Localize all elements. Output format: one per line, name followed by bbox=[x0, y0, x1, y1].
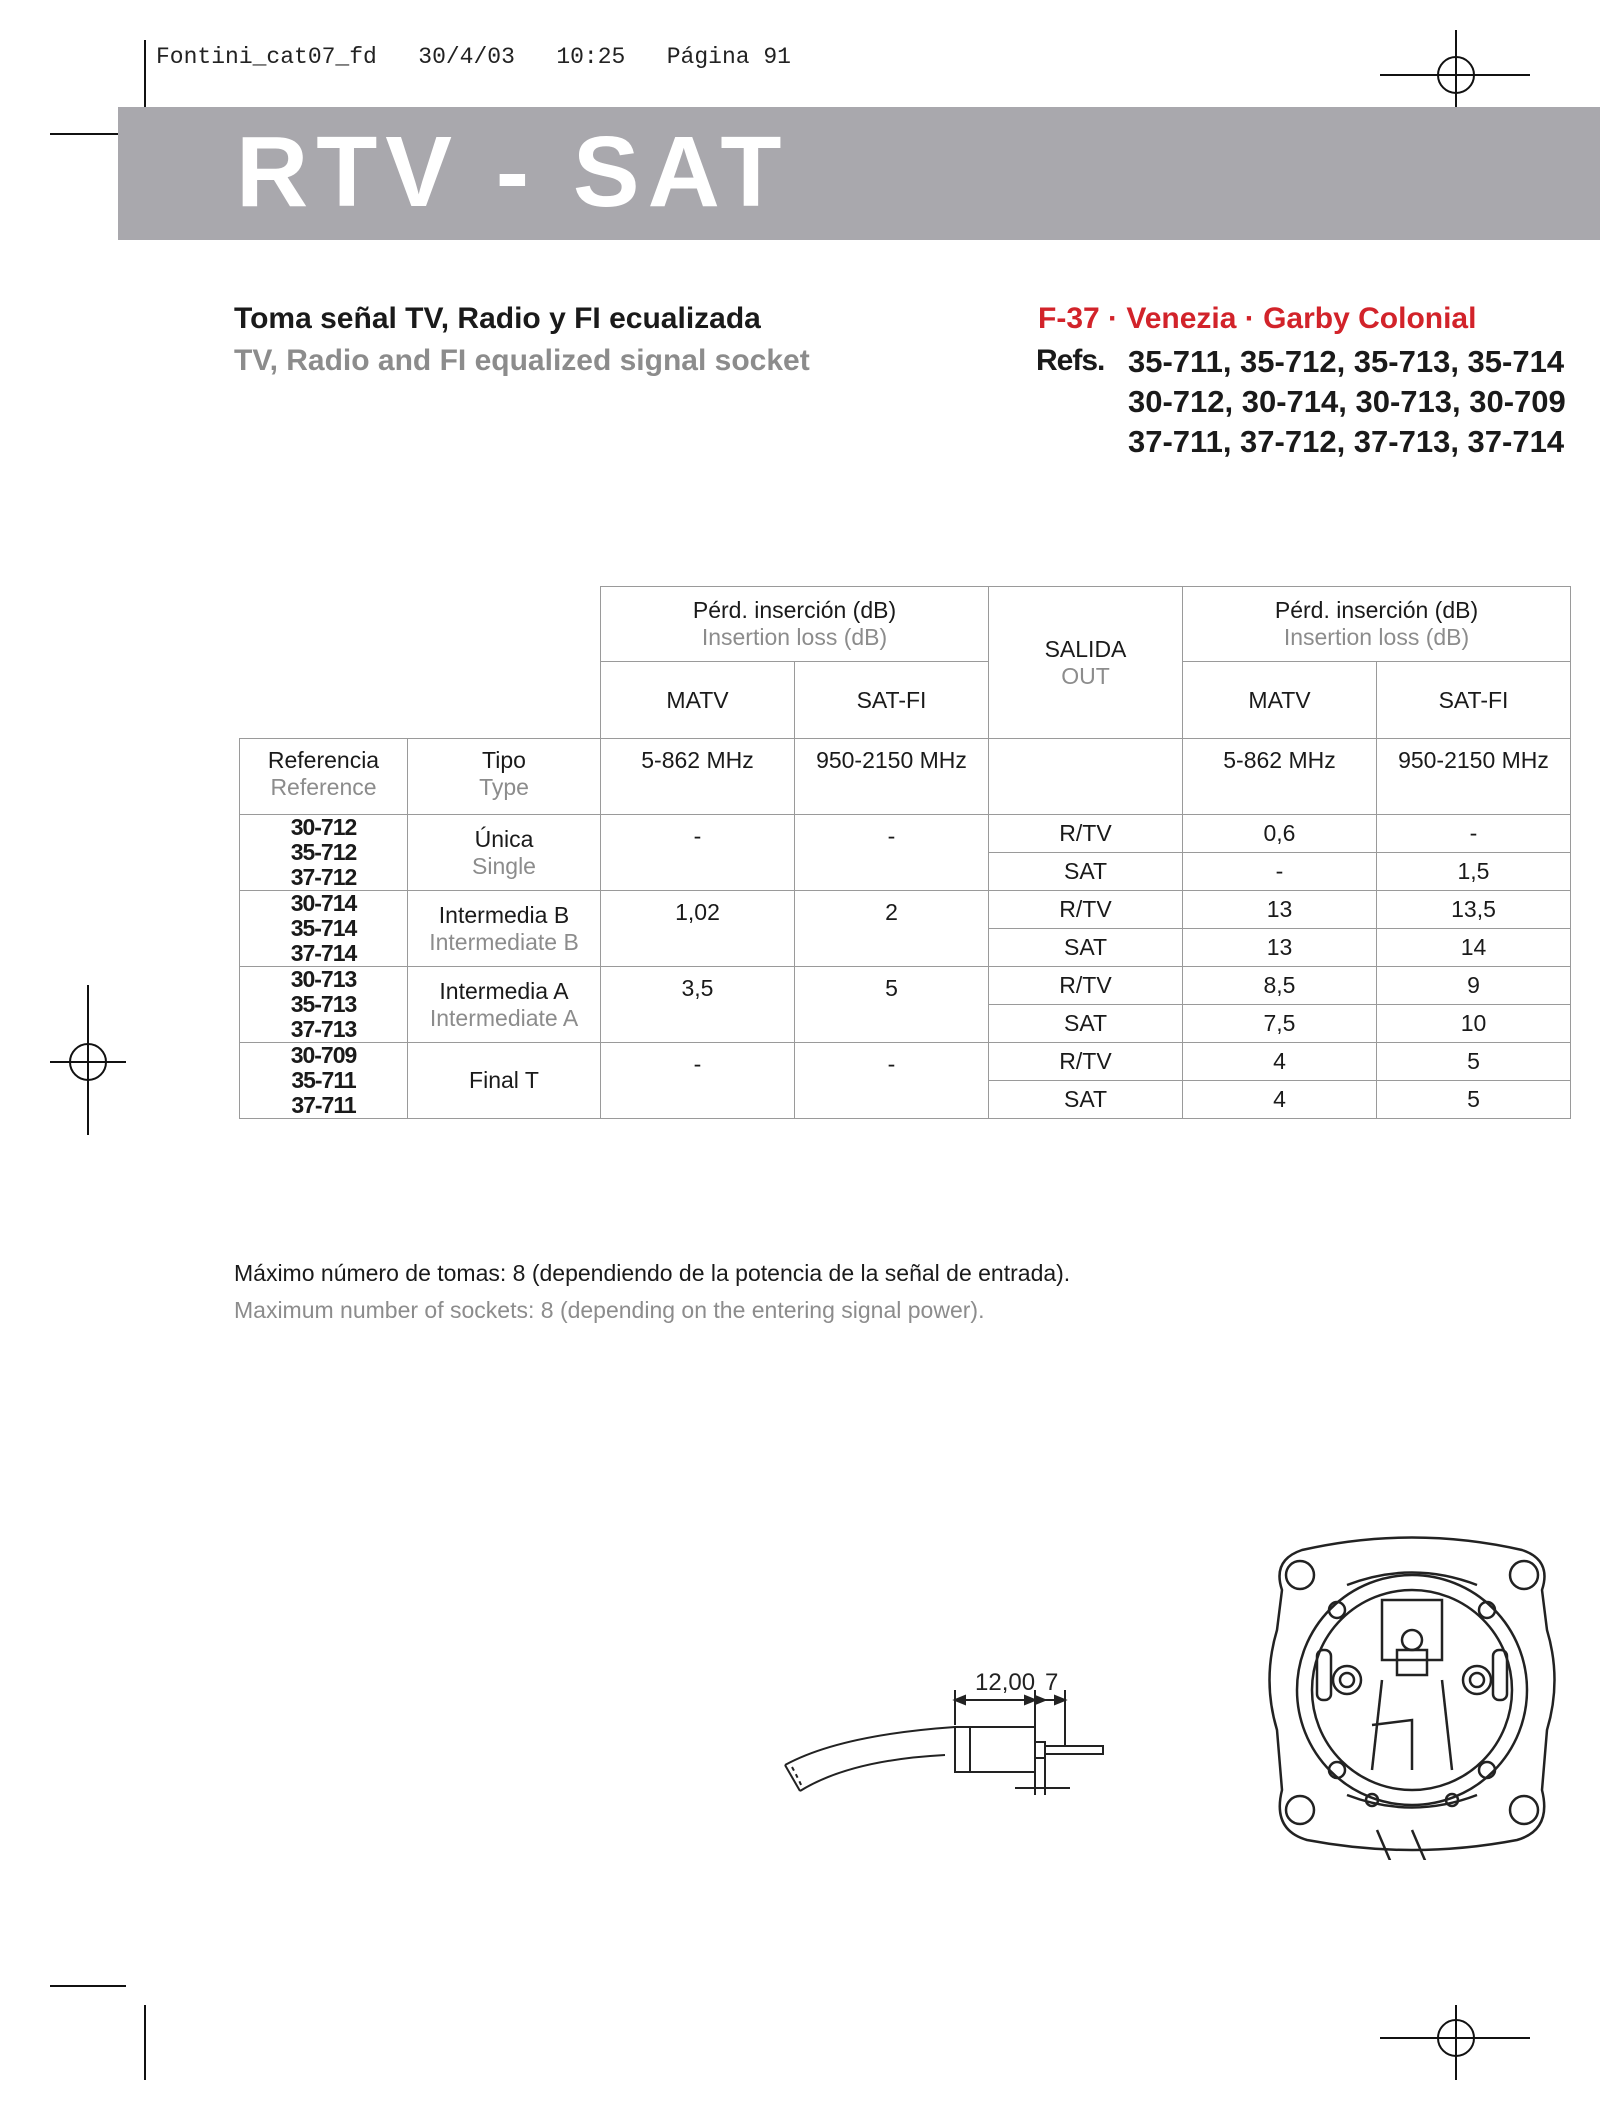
header-insertion-loss-output bbox=[1183, 587, 1571, 662]
type-es: Intermedia B bbox=[438, 901, 570, 928]
ref-cell bbox=[240, 891, 408, 967]
header-col-matv: MATV bbox=[601, 662, 795, 739]
socket-mechanism-drawing bbox=[1262, 1530, 1562, 1860]
output-satfi: 5 bbox=[1377, 1081, 1571, 1119]
slug-time: 10:25 bbox=[556, 44, 626, 70]
type-es: Final T bbox=[469, 1067, 539, 1093]
header-type bbox=[408, 739, 601, 815]
header-freq-sat: 950-2150 MHz bbox=[795, 739, 989, 815]
data-table bbox=[239, 738, 1571, 1119]
header-loss-es: Pérd. inserción (dB) bbox=[692, 597, 897, 623]
refs-label: Refs. bbox=[1036, 344, 1105, 377]
type-cell bbox=[408, 815, 601, 891]
output-label: SAT bbox=[989, 1081, 1183, 1119]
slug-date: 30/4/03 bbox=[418, 44, 515, 70]
header-loss-es: Pérd. inserción (dB) bbox=[1274, 597, 1479, 623]
ref-cell bbox=[240, 815, 408, 891]
slug-file: Fontini_cat07_fd bbox=[156, 44, 377, 70]
type-cell bbox=[408, 1043, 601, 1119]
header-type-es: Tipo bbox=[482, 747, 526, 773]
output-label: R/TV bbox=[989, 1043, 1183, 1081]
ref-code: 30-713 bbox=[290, 966, 357, 992]
output-matv: - bbox=[1183, 853, 1377, 891]
ref-code: 37-714 bbox=[290, 940, 357, 966]
output-label: R/TV bbox=[989, 815, 1183, 853]
header-freq-matv: 5-862 MHz bbox=[601, 739, 795, 815]
refs-line: 30-712, 30-714, 30-713, 30-709 bbox=[1128, 384, 1566, 419]
ref-code: 35-711 bbox=[291, 1067, 356, 1093]
refs-line: 37-711, 37-712, 37-713, 37-714 bbox=[1128, 424, 1565, 459]
header-reference bbox=[240, 739, 408, 815]
header-col-matv: MATV bbox=[1183, 662, 1377, 739]
type-es: Única bbox=[474, 825, 534, 852]
cable-stripping-drawing bbox=[780, 1650, 1140, 1800]
output-matv: 7,5 bbox=[1183, 1005, 1377, 1043]
section-banner bbox=[118, 107, 1600, 240]
loss-satfi: - bbox=[795, 1043, 989, 1119]
output-satfi: 9 bbox=[1377, 967, 1571, 1005]
header-ref-en: Reference bbox=[270, 774, 377, 800]
dimension-conductor-length: 7 bbox=[1045, 1669, 1059, 1696]
loss-matv: 3,5 bbox=[601, 967, 795, 1043]
loss-satfi: 5 bbox=[795, 967, 989, 1043]
output-matv: 13 bbox=[1183, 929, 1377, 967]
output-satfi: 13,5 bbox=[1377, 891, 1571, 929]
note-es: Máximo número de tomas: 8 (dependiendo de la potencia de la señal de entrada). bbox=[234, 1260, 1071, 1286]
output-matv: 4 bbox=[1183, 1043, 1377, 1081]
type-en: Intermediate B bbox=[429, 928, 579, 955]
type-cell bbox=[408, 891, 601, 967]
table-header bbox=[600, 586, 1571, 739]
refs-line: 35-711, 35-712, 35-713, 35-714 bbox=[1128, 344, 1565, 379]
ref-cell bbox=[240, 1043, 408, 1119]
header-freq-matv: 5-862 MHz bbox=[1183, 739, 1377, 815]
ref-code: 37-713 bbox=[290, 1016, 357, 1042]
loss-matv: 1,02 bbox=[601, 891, 795, 967]
ref-code: 35-714 bbox=[290, 915, 357, 941]
banner-title: RTV - SAT bbox=[236, 116, 790, 228]
table-row bbox=[240, 815, 1571, 853]
type-es: Intermedia A bbox=[439, 977, 569, 1004]
loss-matv: - bbox=[601, 1043, 795, 1119]
table-row bbox=[240, 891, 1571, 929]
output-label: R/TV bbox=[989, 891, 1183, 929]
header-loss-en: Insertion loss (dB) bbox=[1283, 624, 1470, 650]
output-label: R/TV bbox=[989, 967, 1183, 1005]
header-output-en: OUT bbox=[1061, 662, 1110, 689]
note-en: Maximum number of sockets: 8 (depending on the entering signal power). bbox=[234, 1297, 985, 1323]
header-ref-es: Referencia bbox=[267, 747, 380, 773]
output-label: SAT bbox=[989, 853, 1183, 891]
type-en: Single bbox=[472, 852, 536, 879]
product-series: F-37 · Venezia · Garby Colonial bbox=[1038, 302, 1477, 335]
output-satfi: 10 bbox=[1377, 1005, 1571, 1043]
output-label: SAT bbox=[989, 1005, 1183, 1043]
slug-page: Página 91 bbox=[666, 44, 791, 70]
output-satfi: 14 bbox=[1377, 929, 1571, 967]
output-label: SAT bbox=[989, 929, 1183, 967]
header-insertion-loss-input bbox=[601, 587, 989, 662]
output-satfi: 1,5 bbox=[1377, 853, 1571, 891]
ref-code: 35-713 bbox=[290, 991, 357, 1017]
ref-code: 35-712 bbox=[290, 839, 357, 865]
loss-matv: - bbox=[601, 815, 795, 891]
loss-satfi: 2 bbox=[795, 891, 989, 967]
header-col-satfi: SAT-FI bbox=[1377, 662, 1571, 739]
print-slug bbox=[156, 44, 791, 70]
ref-code: 30-712 bbox=[290, 814, 357, 840]
type-en: Intermediate A bbox=[429, 1004, 579, 1031]
header-output-es: SALIDA bbox=[1044, 635, 1127, 662]
header-type-en: Type bbox=[479, 774, 529, 800]
output-matv: 8,5 bbox=[1183, 967, 1377, 1005]
header-freq-sat: 950-2150 MHz bbox=[1377, 739, 1571, 815]
ref-code: 30-714 bbox=[290, 890, 357, 916]
loss-satfi: - bbox=[795, 815, 989, 891]
output-matv: 13 bbox=[1183, 891, 1377, 929]
table-row bbox=[240, 1043, 1571, 1081]
ref-code: 37-711 bbox=[291, 1092, 356, 1118]
product-title-en: TV, Radio and FI equalized signal socket bbox=[234, 344, 810, 377]
header-col-satfi: SAT-FI bbox=[795, 662, 989, 739]
type-cell bbox=[408, 967, 601, 1043]
dimension-strip-length: 12,00 bbox=[975, 1669, 1036, 1696]
product-title-es: Toma señal TV, Radio y FI ecualizada bbox=[234, 302, 761, 335]
header-loss-en: Insertion loss (dB) bbox=[701, 624, 888, 650]
output-matv: 0,6 bbox=[1183, 815, 1377, 853]
ref-code: 30-709 bbox=[290, 1042, 357, 1068]
output-satfi: 5 bbox=[1377, 1043, 1571, 1081]
ref-code: 37-712 bbox=[290, 864, 357, 890]
table-row bbox=[240, 967, 1571, 1005]
header-empty bbox=[989, 739, 1183, 815]
output-satfi: - bbox=[1377, 815, 1571, 853]
ref-cell bbox=[240, 967, 408, 1043]
header-output bbox=[989, 587, 1183, 739]
output-matv: 4 bbox=[1183, 1081, 1377, 1119]
